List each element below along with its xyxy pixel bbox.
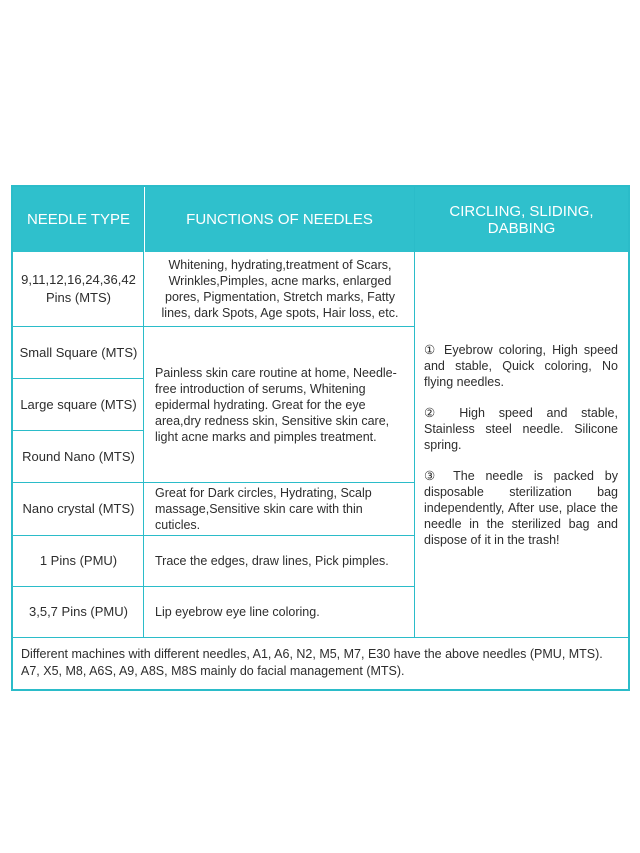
header-needle-type: NEEDLE TYPE (26, 211, 131, 228)
needle-type-cell: Round Nano (MTS) (22, 448, 135, 464)
method-note: ② High speed and stable, Stainless steel needle. Silicone spring. (424, 405, 618, 452)
function-cell-shared: Painless skin care routine at home, Needle-free introduction of serums, Whitening epidermal hydrating. Great for the eye area,dry redness skin, Sensitive skin care, light acne marks and pimples treatment. (155, 365, 397, 444)
function-cell: Trace the edges, draw lines, Pick pimples. (155, 554, 389, 568)
table-footer-note: Different machines with different needles, A1, A6, N2, M5, M7, E30 have the above needles (PMU, MTS). A7, X5, M8, A6S, A9, A8S, M8S mainly do facial management (MTS). (21, 647, 603, 678)
header-functions: FUNCTIONS OF NEEDLES (144, 187, 414, 252)
needle-type-cell: 1 Pins (PMU) (39, 553, 118, 568)
table-header-row (13, 187, 628, 252)
function-cell: Lip eyebrow eye line coloring. (155, 605, 320, 619)
needle-type-cell: 3,5,7 Pins (PMU) (29, 604, 128, 619)
needle-type-cell: 9,11,12,16,24,36,42 Pins (MTS) (21, 272, 136, 305)
header-method: CIRCLING, SLIDING, DABBING (414, 187, 628, 252)
needle-type-cell: Small Square (MTS) (19, 344, 138, 360)
method-note: ③ The needle is packed by disposable sterilization bag independently, After use, place the needle in the sterilized bag and dispose of it in the trash! (424, 468, 618, 547)
needle-chart-table (11, 185, 630, 691)
method-note: ① Eyebrow coloring, High speed and stable, Quick coloring, No flying needles. (424, 342, 618, 389)
needle-type-cell: Large square (MTS) (20, 396, 137, 412)
method-notes-cell (414, 252, 628, 637)
function-cell: Great for Dark circles, Hydrating, Scalp massage,Sensitive skin care with thin cuticles. (155, 486, 372, 532)
needle-type-cell: Nano crystal (MTS) (22, 501, 135, 516)
function-cell: Whitening, hydrating,treatment of Scars, Wrinkles,Pimples, acne marks, enlarged pores, Pigmentation, Stretch marks, Fatty lines, dark Spots, Age spots, Hair loss, etc. (161, 258, 399, 320)
